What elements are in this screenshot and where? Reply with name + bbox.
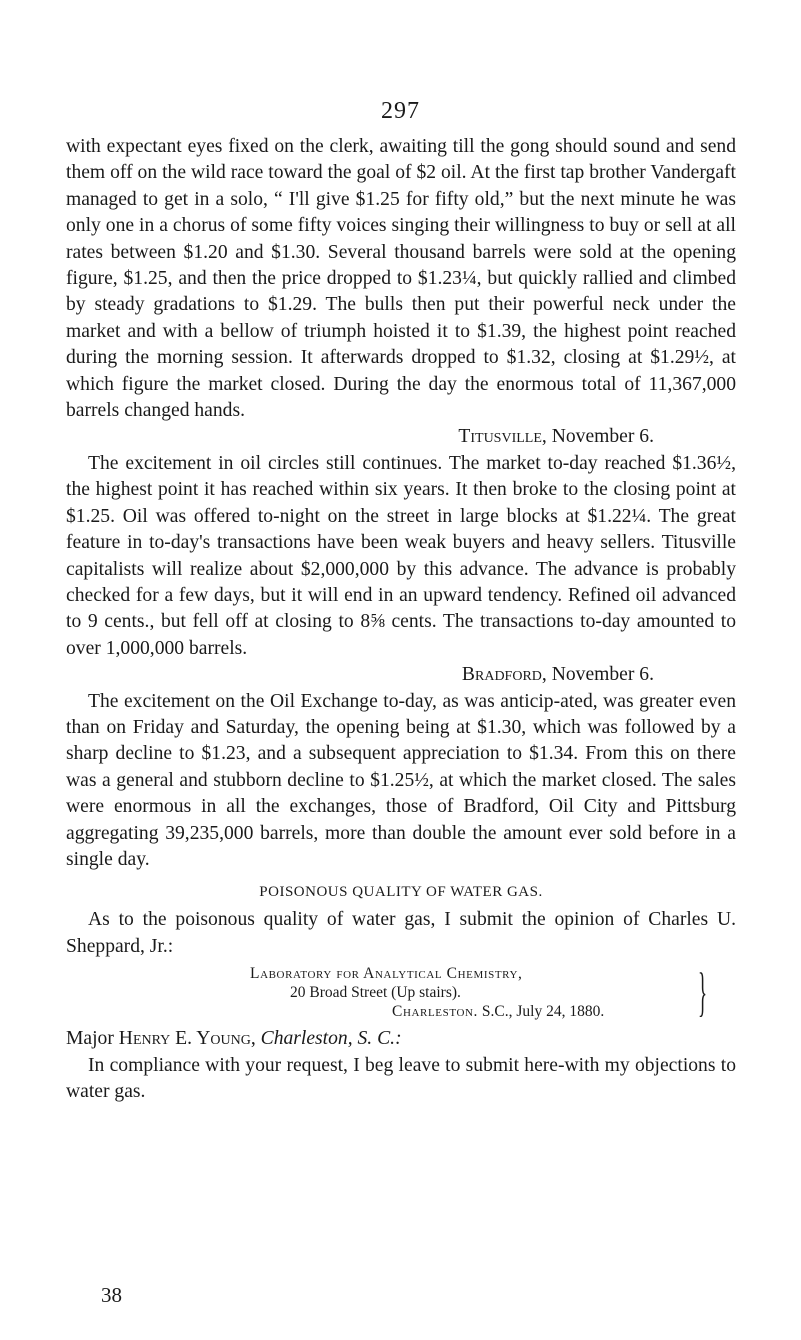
dateline-bradford xyxy=(66,662,736,688)
paragraph-water-gas-intro: As to the poisonous quality of water gas, I submit the opinion of Charles U. Sheppard, Jr.: xyxy=(66,909,736,957)
dateline-date: November 6. xyxy=(551,426,654,448)
address-place: Charleston. xyxy=(392,1003,479,1021)
dateline-place: Bradford, xyxy=(461,664,547,686)
dateline-date: November 6. xyxy=(551,664,654,686)
section-heading: POISONOUS QUALITY OF WATER GAS. xyxy=(259,884,543,901)
body-text xyxy=(66,134,736,1105)
salutation xyxy=(66,1026,736,1052)
paragraph-titusville: The excitement in oil circles still continues. The market to-day reached $1.36½, the highest point it has reached within six years. It then broke to the closing point at $1.25. Oil was offered to-night on the street in large blocks at $1.22¼. The great feature in to-day's transactions have been weak buyers and heavy sellers. Titusville capitalists will realize about $2,000,000 by this advance. The advance is probably checked for a few days, but it will end in an upward tendency. Refined oil advanced to 9 cents., but fell off at closing to 8⅝ cents. The transactions to-day amounted to over 1,000,000 barrels. xyxy=(66,452,736,659)
address-date: S.C., July 24, 1880. xyxy=(481,1003,605,1021)
paragraph-compliance: In compliance with your request, I beg leave to submit here-with my objections to water gas. xyxy=(66,1054,736,1102)
address-line: Laboratory for Analytical Chemistry, xyxy=(250,965,523,983)
address-line: 20 Broad Street (Up stairs). xyxy=(290,984,461,1002)
salutation-prefix: Major xyxy=(66,1028,114,1050)
salutation-name: Henry E. Young, xyxy=(118,1028,256,1050)
paragraph-oil-market-opening: with expectant eyes fixed on the clerk, awaiting till the gong should sound and send them off on the wild race toward the goal of $2 oil. At the first tap brother Vandergaft managed to get in a solo, “ I'll give $1.25 for fifty old,” but the next minute he was only one in a chorus of some fifty voices singing their willingness to buy or sell at all rates between $1.20 and $1.30. Several thousand barrels were sold at the opening figure, $1.25, and then the price dropped to $1.23¼, but quickly rallied and climbed by steady gradations to $1.29. The bulls then put their powerful neck under the market and with a bellow of triumph hoisted it to $1.39, the highest point reached during the morning session. It afterwards dropped to $1.32, closing at $1.29½, at which figure the market closed. During the day the enormous total of 11,367,000 barrels changed hands. xyxy=(66,136,736,422)
letter-address xyxy=(66,964,736,1024)
address-line xyxy=(392,1002,604,1021)
page-number: 297 xyxy=(381,98,420,124)
paragraph-bradford: The excitement on the Oil Exchange to-day, as was anticip-ated, was greater even than on Friday and Saturday, the opening being at $1.30, which was followed by a sharp decline to $1.23, and a subsequent appreciation to $1.34. From this on there was a general and stubborn decline to $1.25½, at which the market closed. The sales were enormous in all the exchanges, those of Bradford, Oil City and Pittsburg aggregating 39,235,000 barrels, more than double the amount ever sold before in a single day. xyxy=(66,690,736,870)
salutation-place: Charleston, S. C.: xyxy=(260,1028,402,1050)
signature-mark: 38 xyxy=(101,1283,122,1307)
dateline-place: Titusville, xyxy=(458,426,547,448)
dateline-titusville xyxy=(66,424,736,450)
brace-glyph: } xyxy=(698,962,708,1023)
